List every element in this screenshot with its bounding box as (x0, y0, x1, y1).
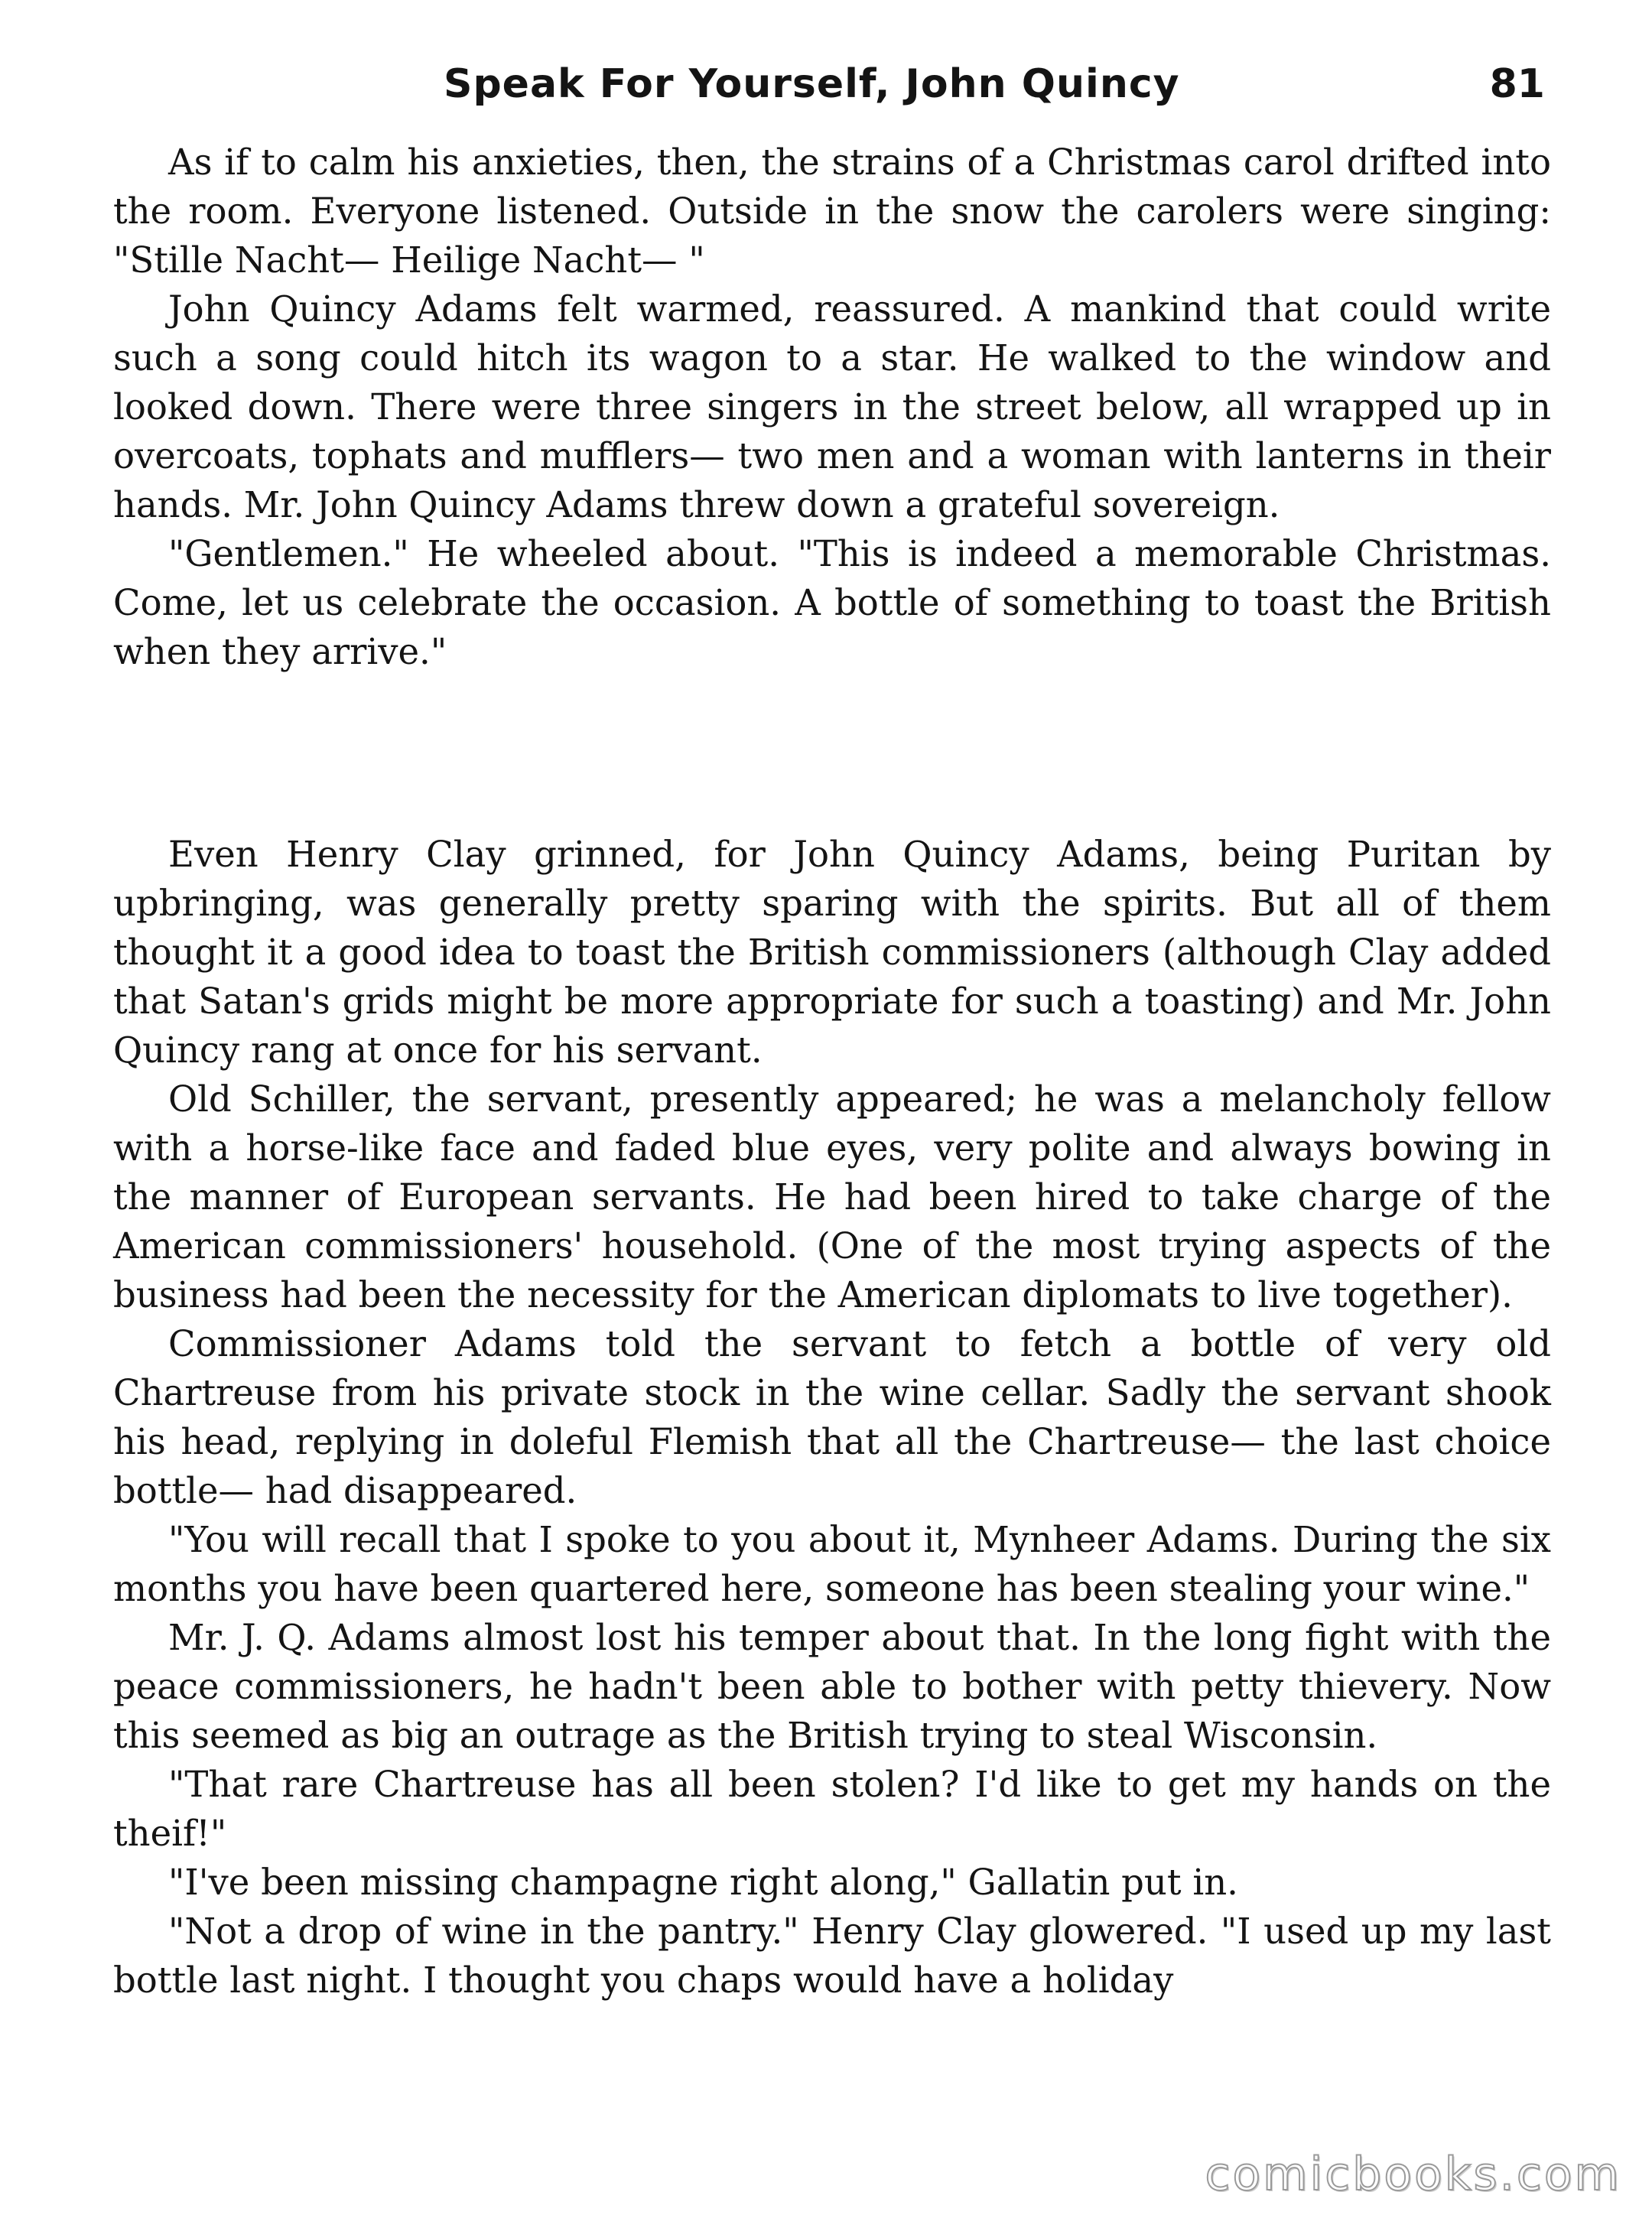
paragraph: "You will recall that I spoke to you about it, Mynheer Adams. During the six months you have been quartered here, someone has been stealing your wine." (113, 1519, 1551, 1609)
page-number: 81 (1489, 61, 1545, 107)
running-title: Speak For Yourself, John Quincy (444, 61, 1180, 107)
paragraph: Old Schiller, the servant, presently appeared; he was a melancholy fellow with a horse-like face and faded blue eyes, very polite and always bowing in the manner of European servants. He had been hired to take charge of the American commissioners' household. (One of the most trying aspects of the business had been the necessity for the American diplomats to live together). (113, 1078, 1551, 1316)
text-block-upper (113, 138, 1551, 676)
paragraph: Mr. J. Q. Adams almost lost his temper about that. In the long fight with the peace commissioners, he hadn't been able to bother with petty thievery. Now this seemed as big an outrage as the British trying to steal Wisconsin. (113, 1617, 1551, 1756)
watermark: comicbooks.com (1205, 2148, 1621, 2201)
paragraph: "Not a drop of wine in the pantry." Henry Clay glowered. "I used up my last bottle last night. I thought you chaps would have a holiday (113, 1911, 1551, 2001)
text-block-lower (113, 830, 1551, 2005)
paragraph: "Gentlemen." He wheeled about. "This is indeed a memorable Christmas. Come, let us celebrate the occasion. A bottle of something to toast the British when they arrive." (113, 533, 1551, 672)
paragraph: As if to calm his anxieties, then, the strains of a Christmas carol drifted into the room. Everyone listened. Outside in the snow the carolers were singing: "Stille Nacht— Heilige Nacht— " (113, 141, 1551, 281)
paragraph: John Quincy Adams felt warmed, reassured. A mankind that could write such a song could hitch its wagon to a star. He walked to the window and looked down. There were three singers in the street below, all wrapped up in overcoats, tophats and mufflers— two men and a woman with lanterns in their hands. Mr. John Quincy Adams threw down a grateful sovereign. (113, 288, 1551, 525)
paragraph: "I've been missing champagne right along," Gallatin put in. (168, 1862, 1238, 1903)
paragraph: "That rare Chartreuse has all been stolen? I'd like to get my hands on the theif!" (113, 1764, 1551, 1854)
paragraph: Commissioner Adams told the servant to fetch a bottle of very old Chartreuse from his private stock in the wine cellar. Sadly the servant shook his head, replying in doleful Flemish that all the Chartreuse— the last choice bottle— had disappeared. (113, 1323, 1551, 1511)
page-header (115, 61, 1545, 122)
paragraph: Even Henry Clay grinned, for John Quincy Adams, being Puritan by upbringing, was generally pretty sparing with the spirits. But all of them thought it a good idea to toast the British commissioners (although Clay added that Satan's grids might be more appropriate for such a toasting) and Mr. John Quincy rang at once for his servant. (113, 834, 1551, 1071)
